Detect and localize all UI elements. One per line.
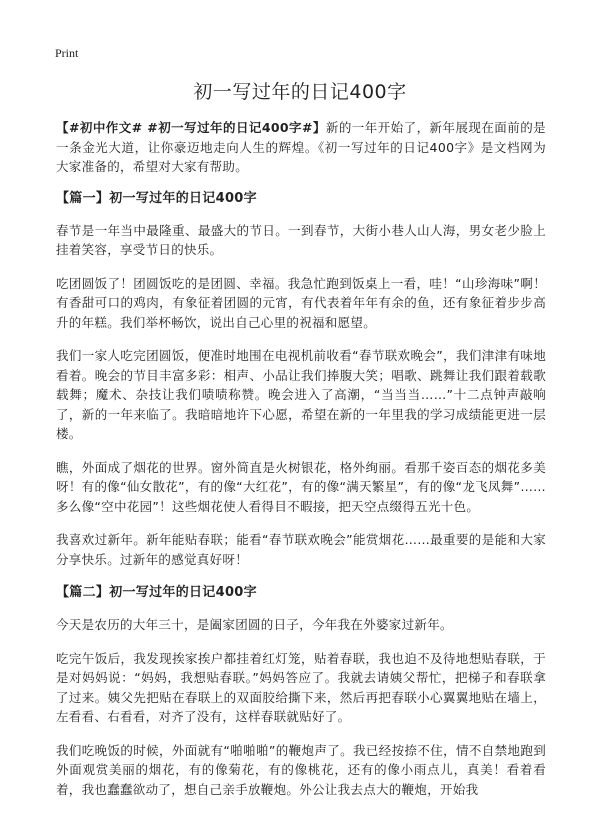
section-2-paragraph-2: 吃完午饭后，我发现挨家挨户都挂着红灯笼，贴着春联，我也迫不及待地想贴春联，于是对妈妈说：“妈妈，我想贴春联。”妈妈答应了。我就去请姨父帮忙，把梯子和春联拿了过来。姨父先把贴在春联上的双面胶给撕下来，然后再把春联小心翼翼地贴在墙上，左看看、右看看，对齐了没有，这样春联就贴好了。 bbox=[56, 650, 546, 724]
section-1-paragraph-1: 春节是一年当中最隆重、最盛大的节日。一到春节，大街小巷人山人海，男女老少脸上挂着笑容，享受节日的快乐。 bbox=[56, 222, 546, 257]
intro-paragraph bbox=[56, 118, 546, 177]
section-heading-1: 【篇一】初一写过年的日记400字 bbox=[56, 190, 257, 206]
section-1-paragraph-2: 吃团圆饭了！团圆饭吃的是团圆、幸福。我急忙跑到饭桌上一看，哇！“山珍海味”啊！有香甜可口的鸡肉，有象征着团圆的元宵，有代表着年年有余的鱼，还有象征着步步高升的年糕。我们举杯畅饮，说出自己心里的祝福和愿望。 bbox=[56, 275, 546, 330]
section-1-paragraph-4: 瞧，外面成了烟花的世界。窗外简直是火树银花，格外绚丽。看那千姿百态的烟花多美呀！有的像“仙女散花”，有的像“大红花”，有的像“满天繁星”，有的像“龙飞凤舞”……多么像“空中花园”！这些烟花使人看得目不暇接，把天空点缀得五光十色。 bbox=[56, 459, 546, 514]
section-2-paragraph-1: 今天是农历的大年三十，是阖家团圆的日子，今年我在外婆家过新年。 bbox=[56, 617, 453, 632]
section-1-paragraph-3: 我们一家人吃完团圆饭，便准时地围在电视机前收看“春节联欢晚会”，我们津津有味地看着。晚会的节目丰富多彩：相声、小品让我们捧腹大笑；唱歌、跳舞让我们跟着载歌载舞；魔术、杂技让我们啧啧称赞。晚会进入了高潮，“当当当……”十二点钟声敲响了，新的一年来临了。我暗暗地许下心愿，希望在新的一年里我的学习成绩能更进一层楼。 bbox=[56, 348, 546, 441]
print-link[interactable]: Print bbox=[55, 46, 79, 60]
article-body bbox=[56, 118, 546, 813]
section-heading-2: 【篇二】初一写过年的日记400字 bbox=[56, 585, 257, 600]
section-2-paragraph-3: 我们吃晚饭的时候，外面就有“啪啪啪”的鞭炮声了。我已经按捺不住，情不自禁地跑到外面观赏美丽的烟花，有的像菊花，有的像桃花，还有的像小雨点儿，真美！看着看着，我也蠢蠢欲动了，想自己亲手放鞭炮。外公让我去点大的鞭炮，开始我 bbox=[56, 742, 546, 797]
page-title: 初一写过年的日记400字 bbox=[193, 81, 407, 103]
intro-text: 新的一年开始了，新年展现在面前的是一条金光大道，让你豪迈地走向人生的辉煌。《初一写过年的日记400字》是文档网为大家准备的，希望对大家有帮助。 bbox=[56, 120, 546, 174]
intro-tags: 【#初中作文# #初一写过年的日记400字#】 bbox=[56, 120, 326, 135]
section-1-paragraph-5: 我喜欢过新年。新年能贴春联；能看“春节联欢晚会”能赏烟花……最重要的是能和大家分享快乐。过新年的感觉真好呀！ bbox=[56, 532, 546, 567]
